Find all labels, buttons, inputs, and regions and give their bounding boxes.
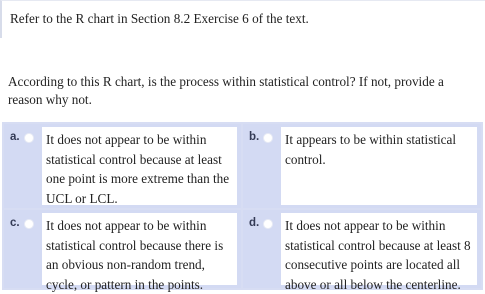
choice-a-text[interactable]: It does not appear to be within statistical control because at least one point is more extreme than the UCL or LCL. xyxy=(42,127,237,205)
choice-b-letter: b. xyxy=(249,131,260,143)
intro-text: Refer to the R chart in Section 8.2 Exercise 6 of the text. xyxy=(10,11,309,26)
choice-b[interactable] xyxy=(243,124,481,208)
intro-panel xyxy=(0,0,485,38)
choice-d-text[interactable]: It does not appear to be within statistical control because at least 8 consecutive points are located all above or all below the centerline. xyxy=(281,213,477,285)
choice-b-text[interactable]: It appears to be within statistical control. xyxy=(281,127,477,205)
answer-choices xyxy=(2,122,483,290)
choice-d-letter: d. xyxy=(249,217,260,229)
choice-c-radio[interactable] xyxy=(24,219,34,229)
question-line-2: reason why not. xyxy=(8,92,92,107)
choice-b-radio[interactable] xyxy=(263,133,273,143)
choice-d[interactable] xyxy=(243,210,481,292)
choice-c-letter: c. xyxy=(10,217,20,229)
choice-a-radio[interactable] xyxy=(24,133,34,143)
question-line-1: According to this R chart, is the process within statistical control? If not, provide a xyxy=(8,74,444,89)
question-prompt xyxy=(0,73,485,109)
choice-d-radio[interactable] xyxy=(263,219,273,229)
choice-c-text[interactable]: It does not appear to be within statistical control because there is an obvious non-random trend, cycle, or pattern in the points. xyxy=(42,213,237,285)
choice-c[interactable] xyxy=(4,210,241,292)
choice-a[interactable] xyxy=(4,124,241,208)
choice-a-letter: a. xyxy=(10,131,20,143)
